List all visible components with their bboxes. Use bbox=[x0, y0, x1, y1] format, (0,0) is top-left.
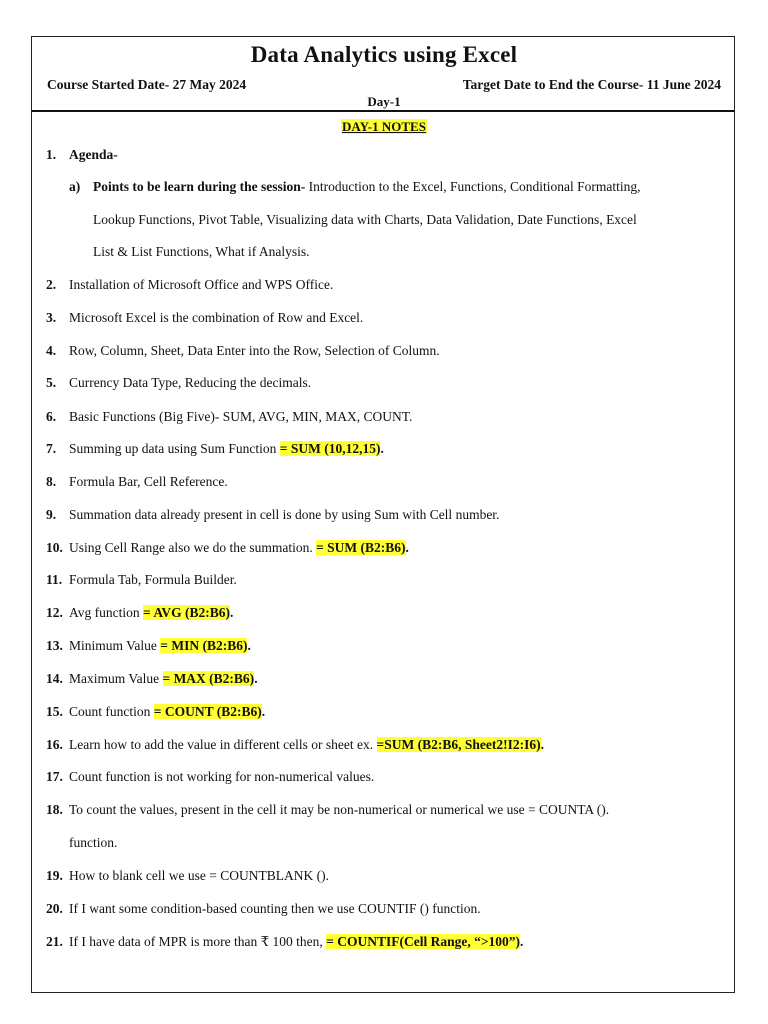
note-trailing-punct: . bbox=[540, 737, 544, 752]
note-plain-text: Summation data already present in cell is done by using Sum with Cell number. bbox=[69, 507, 500, 522]
note-number: 4. bbox=[46, 343, 57, 358]
note-text bbox=[69, 342, 440, 360]
note-text bbox=[69, 637, 251, 655]
note-plain-text: Using Cell Range also we do the summation. bbox=[69, 540, 317, 555]
note-text bbox=[69, 473, 228, 491]
note-text bbox=[69, 408, 412, 426]
note-plain-text: Learn how to add the value in different cells or sheet ex. bbox=[69, 737, 377, 752]
note-plain-text: If I have data of MPR is more than ₹ 100 then, bbox=[69, 934, 327, 949]
note-text bbox=[69, 374, 311, 392]
note-trailing-punct: . bbox=[520, 934, 524, 949]
note-number: 8. bbox=[46, 474, 57, 489]
note-plain-text: Avg function bbox=[69, 605, 143, 620]
notes-heading bbox=[0, 119, 768, 135]
note-text bbox=[69, 703, 265, 721]
note-formula-highlight: = MAX (B2:B6) bbox=[162, 671, 255, 686]
note-text bbox=[69, 506, 499, 524]
note-number: 10. bbox=[46, 540, 63, 555]
course-start-date: Course Started Date- 27 May 2024 bbox=[47, 77, 247, 92]
note-trailing-punct: . bbox=[261, 704, 266, 719]
note-number: 16. bbox=[46, 737, 63, 752]
agenda-sub-line-1 bbox=[93, 178, 640, 196]
note-number: 5. bbox=[46, 375, 57, 390]
note-plain-text: Summing up data using Sum Function bbox=[69, 441, 280, 456]
note-number: 19. bbox=[46, 868, 63, 883]
note-plain-text: Count function bbox=[69, 704, 154, 719]
note-number: 18. bbox=[46, 802, 63, 817]
note-trailing-punct: . bbox=[229, 605, 234, 620]
agenda-label: Agenda- bbox=[69, 147, 118, 162]
note-formula-highlight: = SUM (B2:B6) bbox=[316, 540, 406, 555]
agenda-sub-line-2: Lookup Functions, Pivot Table, Visualizing data with Charts, Data Validation, Date Functions, Excel bbox=[93, 212, 637, 227]
note-number: 21. bbox=[46, 934, 63, 949]
note-plain-text: Installation of Microsoft Office and WPS Office. bbox=[69, 277, 334, 292]
note-text bbox=[69, 834, 117, 852]
note-plain-text: To count the values, present in the cell it may be non-numerical or numerical we use = COUNTA (). bbox=[69, 802, 610, 817]
note-trailing-punct: . bbox=[405, 540, 409, 555]
course-target-date: Target Date to End the Course- 11 June 2024 bbox=[462, 77, 721, 92]
day-label: Day-1 bbox=[367, 94, 401, 109]
note-plain-text: If I want some condition-based counting then we use COUNTIF () function. bbox=[69, 901, 481, 916]
note-plain-text: function. bbox=[69, 835, 118, 850]
note-formula-highlight: =SUM (B2:B6, Sheet2!I2:I6) bbox=[376, 737, 541, 752]
note-number: 9. bbox=[46, 507, 57, 522]
note-formula-highlight: = AVG (B2:B6) bbox=[143, 605, 230, 620]
note-plain-text: Formula Bar, Cell Reference. bbox=[69, 474, 228, 489]
note-plain-text: Count function is not working for non-numerical values. bbox=[69, 769, 375, 784]
note-number: 12. bbox=[46, 605, 63, 620]
note-number: 11. bbox=[46, 572, 63, 587]
notes-heading-text: DAY-1 NOTES bbox=[342, 119, 426, 134]
note-text bbox=[69, 604, 233, 622]
note-text bbox=[69, 309, 363, 327]
note-number: 6. bbox=[46, 409, 57, 424]
note-text bbox=[69, 900, 481, 918]
note-text bbox=[69, 539, 409, 557]
note-formula-highlight: = SUM (10,12,15) bbox=[279, 441, 381, 456]
note-plain-text: Basic Functions (Big Five)- SUM, AVG, MIN, MAX, COUNT. bbox=[69, 409, 413, 424]
note-text bbox=[69, 571, 237, 589]
header-divider bbox=[32, 110, 735, 112]
note-plain-text: Formula Tab, Formula Builder. bbox=[69, 572, 237, 587]
note-text bbox=[69, 736, 544, 754]
document-title: Data Analytics using Excel bbox=[250, 42, 518, 67]
note-plain-text: Row, Column, Sheet, Data Enter into the Row, Selection of Column. bbox=[69, 343, 440, 358]
agenda-sub-bold: Points to be learn during the session- bbox=[93, 179, 306, 194]
note-formula-highlight: = COUNTIF(Cell Range, “>100”) bbox=[326, 934, 521, 949]
note-number: 20. bbox=[46, 901, 63, 916]
note-trailing-punct: . bbox=[380, 441, 384, 456]
note-plain-text: Currency Data Type, Reducing the decimals. bbox=[69, 375, 312, 390]
note-trailing-punct: . bbox=[254, 671, 258, 686]
note-number: 15. bbox=[46, 704, 63, 719]
note-number: 2. bbox=[46, 277, 57, 292]
note-plain-text: Minimum Value bbox=[69, 638, 161, 653]
note-trailing-punct: . bbox=[247, 638, 251, 653]
note-plain-text: Microsoft Excel is the combination of Row and Excel. bbox=[69, 310, 364, 325]
agenda-sub-number: a) bbox=[69, 179, 81, 194]
agenda-number: 1. bbox=[46, 147, 57, 162]
note-text bbox=[69, 440, 384, 458]
agenda-sub-line-3: List & List Functions, What if Analysis. bbox=[93, 244, 310, 259]
note-number: 7. bbox=[46, 441, 57, 456]
note-plain-text: How to blank cell we use = COUNTBLANK (). bbox=[69, 868, 329, 883]
note-formula-highlight: = COUNT (B2:B6) bbox=[153, 704, 262, 719]
note-text bbox=[69, 933, 523, 951]
note-text bbox=[69, 801, 609, 819]
note-text bbox=[69, 276, 333, 294]
note-number: 13. bbox=[46, 638, 63, 653]
note-text bbox=[69, 670, 258, 688]
note-formula-highlight: = MIN (B2:B6) bbox=[160, 638, 248, 653]
note-text bbox=[69, 867, 329, 885]
note-number: 3. bbox=[46, 310, 57, 325]
note-number: 14. bbox=[46, 671, 63, 686]
note-plain-text: Maximum Value bbox=[69, 671, 163, 686]
note-number: 17. bbox=[46, 769, 63, 784]
agenda-sub-text: Introduction to the Excel, Functions, Conditional Formatting, bbox=[305, 179, 641, 194]
note-text bbox=[69, 768, 374, 786]
